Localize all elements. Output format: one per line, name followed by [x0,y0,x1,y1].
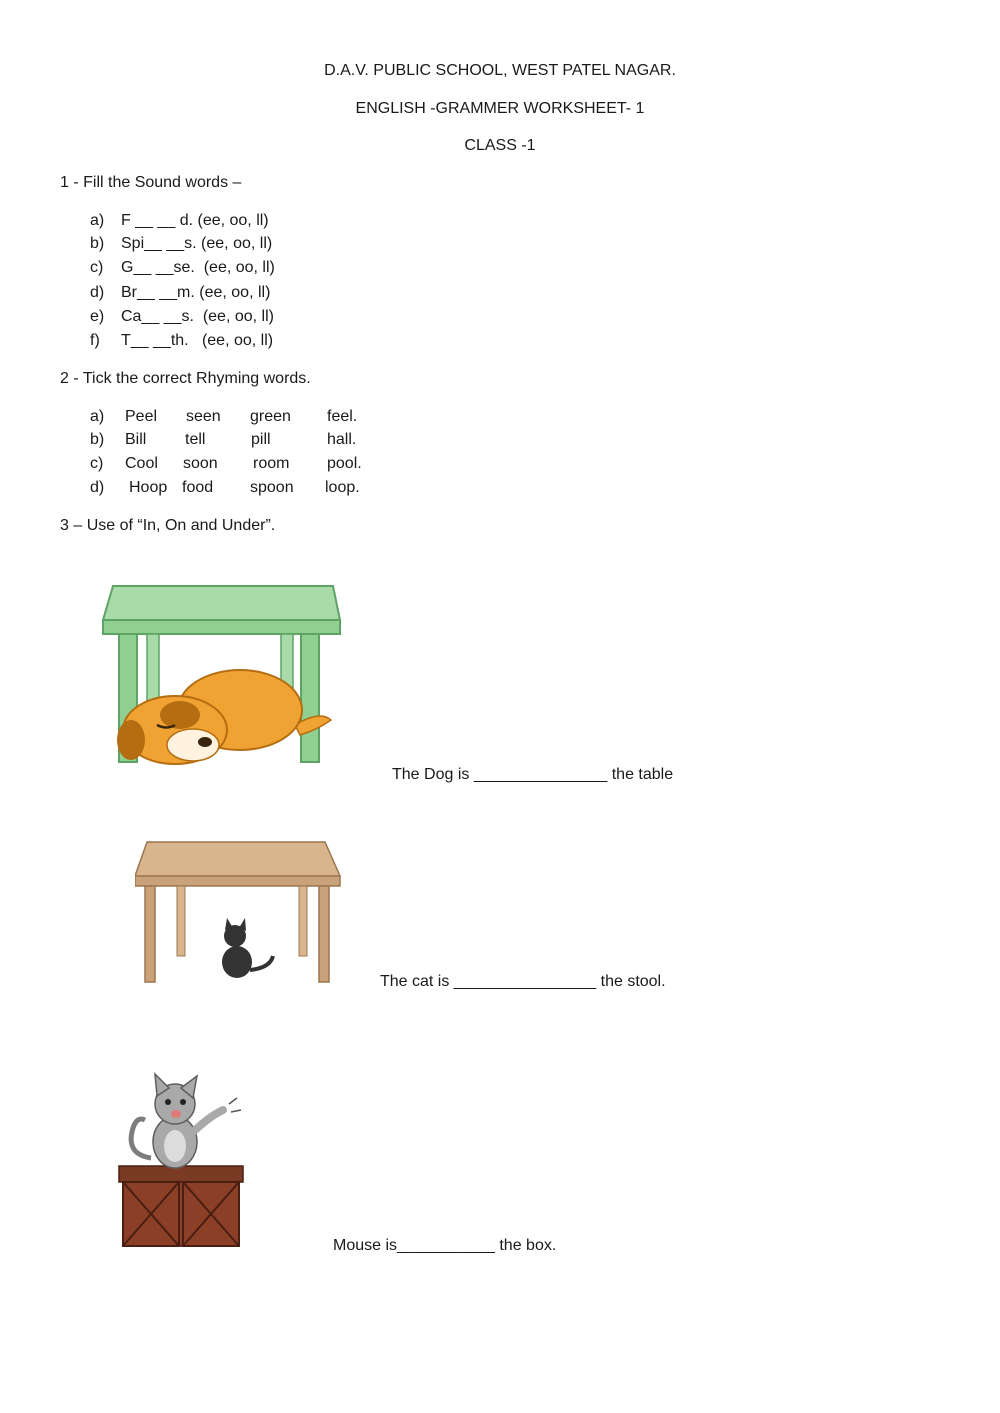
rhyme-label: c) [90,455,104,472]
q1-item: f) T__ __th. (ee, oo, ll) [90,332,274,349]
class-label: CLASS -1 [464,137,536,154]
sentence-cat[interactable]: The cat is ________________ the stool. [380,973,666,990]
rhyme-word[interactable]: Peel [125,408,158,425]
q1-title: 1 - Fill the Sound words – [60,174,242,191]
cat-icon [131,1074,241,1168]
cat-under-table-illustration [135,838,345,988]
rhyme-word[interactable]: food [182,479,214,496]
q1-item: a) F __ __ d. (ee, oo, ll) [90,212,269,229]
table-top [103,586,340,620]
q1-item: e) Ca__ __s. (ee, oo, ll) [90,308,274,325]
rhyme-word[interactable]: pool. [327,455,362,472]
q3-title: 3 – Use of “In, On and Under”. [60,517,276,534]
rhyme-word[interactable]: loop. [325,479,360,496]
q2-title: 2 - Tick the correct Rhyming words. [60,370,311,387]
table-apron [103,620,340,634]
q1-item-text: Ca__ __s. (ee, oo, ll) [121,308,274,325]
q1-item: d) Br__ __m. (ee, oo, ll) [90,284,271,301]
rhyme-word[interactable]: room [253,455,290,472]
rhyme-word[interactable]: hall. [327,431,357,448]
sentence-dog[interactable]: The Dog is _______________ the table [392,766,674,783]
cat-on-box-illustration [105,1068,290,1253]
sentence-mouse[interactable]: Mouse is___________ the box. [333,1237,557,1254]
rhyme-word[interactable]: pill [251,431,271,448]
rhyme-word[interactable]: spoon [250,479,294,496]
rhyme-word[interactable]: feel. [327,408,358,425]
rhyme-label: b) [90,431,105,448]
q1-item: c) G__ __se. (ee, oo, ll) [90,259,275,276]
dog-under-table-illustration [95,580,345,770]
q1-item-text: F __ __ d. (ee, oo, ll) [121,212,269,229]
worksheet-title: ENGLISH -GRAMMER WORKSHEET- 1 [355,100,645,117]
table-leg-back [177,886,185,956]
school-name: D.A.V. PUBLIC SCHOOL, WEST PATEL NAGAR. [324,62,676,79]
q1-item: b) Spi__ __s. (ee, oo, ll) [90,235,273,252]
q1-item-text: Br__ __m. (ee, oo, ll) [121,284,271,301]
rhyme-word[interactable]: seen [186,408,221,425]
rhyme-label: a) [90,408,105,425]
rhyme-label: d) [90,479,105,496]
table-apron [135,876,340,886]
rhyme-word[interactable]: Bill [125,431,147,448]
q1-item-text: G__ __se. (ee, oo, ll) [121,259,275,276]
table-leg-back [299,886,307,956]
rhyme-word[interactable]: Hoop [129,479,168,496]
table-leg [301,634,319,762]
rhyme-word[interactable]: soon [183,455,218,472]
table-leg [145,886,155,982]
table-leg [319,886,329,982]
q1-item-text: Spi__ __s. (ee, oo, ll) [121,235,273,252]
rhyme-word[interactable]: green [250,408,291,425]
q1-item-text: T__ __th. (ee, oo, ll) [121,332,274,349]
rhyme-word[interactable]: tell [185,431,206,448]
table-top [135,842,340,876]
crate-icon [119,1166,243,1246]
rhyme-word[interactable]: Cool [125,455,158,472]
cat-icon [222,918,273,978]
